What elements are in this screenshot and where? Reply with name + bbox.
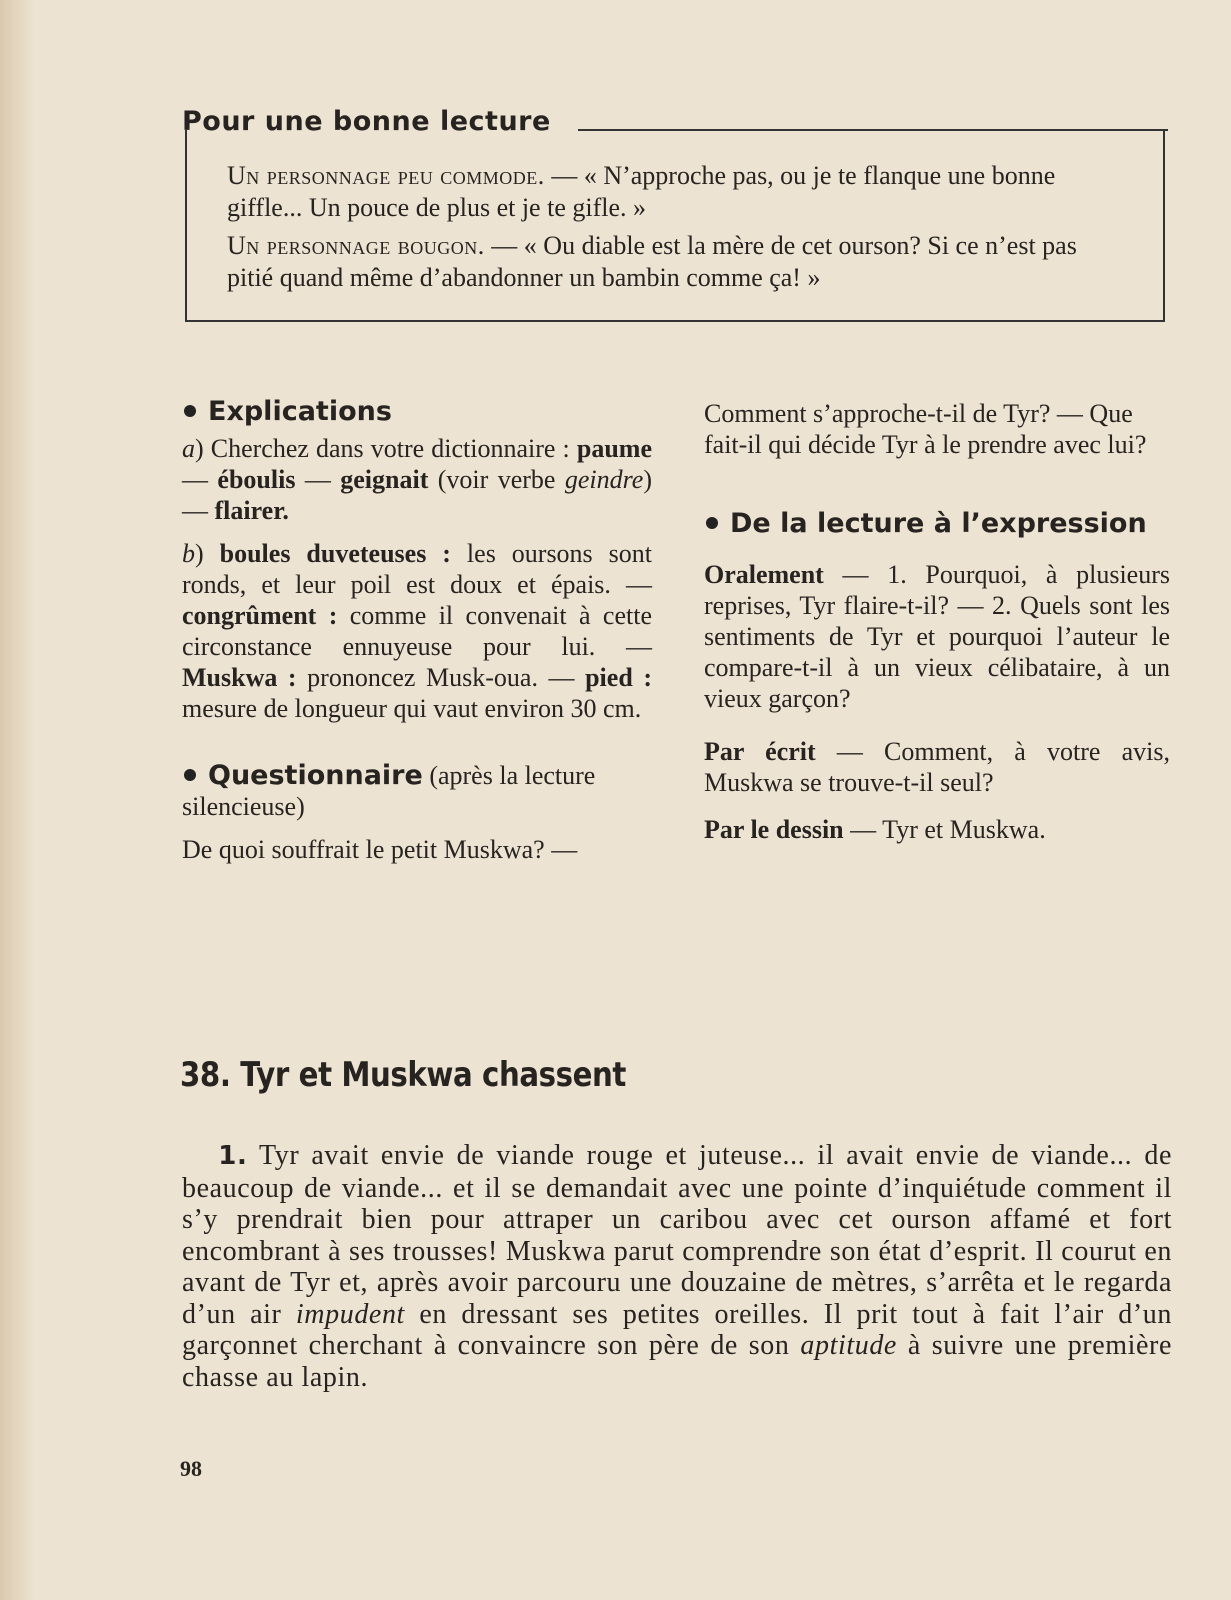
story-paragraph [182,1140,1172,1393]
explications-heading-text: Explications [208,396,392,427]
question-1: De quoi souffrait le petit Muskwa? — [182,835,578,864]
bullet-icon [184,405,196,417]
word-aptitude: aptitude [800,1330,897,1361]
par-ecrit-label: Par écrit [704,737,816,766]
left-column [182,396,652,865]
word-eboulis: éboulis [217,465,296,494]
box-title: Pour une bonne lecture [182,106,551,137]
a-intro: ) Cherchez dans votre dictionnaire : [195,434,570,463]
oralement-text: — 1. Pourquoi, à plusieurs reprises, Tyr flaire-t-il? — 2. Quels sont les sentiments de Tyr et pourquoi l’auteur le compare-t-il à un vieux célibataire, à un vieux garçon? [704,560,1170,713]
explications-a: a) Cherchez dans votre dictionnaire : paume — éboulis — geignait (voir verbe geindre) — flairer. [182,434,653,525]
questionnaire-heading-line [182,760,652,822]
explications-b: b) boules duveteuses : les oursons sont ronds, et leur poil est doux et épais. — congrûment : comme il convenait à cette circonstance ennuyeuse pour lui. — Muskwa : prononcez Musk-oua. — pied : mesure de longueur qui vaut environ 30 cm. [182,539,653,723]
tip-commode-label: Un personnage peu commode. [227,161,545,190]
expression-heading-text: De la lecture à l’expression [730,508,1147,539]
questionnaire-note: (après la lecture silencieuse) [182,761,596,821]
bullet-icon [184,769,196,781]
tip-bougon-label: Un personnage bougon. [227,231,485,260]
oralement-label: Oralement [704,560,824,589]
par-le-dessin-text: — Tyr et Muskwa. [843,815,1046,844]
oralement [704,559,1170,714]
a-close: ) — [182,465,652,525]
questionnaire-heading [182,760,423,791]
b-t4: mesure de longueur qui vaut environ 30 cm. [182,694,642,723]
word-flairer: flairer. [214,496,289,525]
word-congrument: congrûment : [182,601,338,630]
label-a: a [182,434,195,463]
tip-commode [227,160,1127,224]
par-le-dessin-label: Par le dessin [704,815,844,844]
right-column [704,398,1170,845]
explications-heading [182,396,652,427]
b-t3: prononcez Musk-oua. — [296,663,586,692]
par-ecrit-text: — Comment, à votre avis, Muskwa se trouve-t-il seul? [704,737,1170,797]
label-b: b [182,539,195,568]
expression-heading [704,508,1170,539]
question-continued: Comment s’approche-t-il de Tyr? — Que fait-il qui décide Tyr à le prendre avec lui? [704,399,1147,459]
par-le-dessin [704,814,1170,845]
word-muskwa: Muskwa : [182,663,297,692]
tip-bougon-text: — « Ou diable est la mère de cet ourson? Si ce n’est pas pitié quand même d’abandonner un bambin comme ça! » [227,231,1077,292]
page-number: 98 [180,1456,202,1481]
story-p3: à suivre une première chasse au lapin. [182,1330,1172,1393]
questionnaire-heading-text: Questionnaire [208,760,423,791]
word-impudent: impudent [295,1298,405,1330]
b-t2: comme il convenait à cette circonstance ennuyeuse pour lui. — [182,601,652,661]
story-p1: Tyr avait envie de viande rouge et juteuse... il avait envie de viande... de beaucoup de viande... et il se demandait avec une pointe d’inquiétude comment il s’y prendrait bien pour attraper un caribou avec cet ourson affamé et fort encombrant à ses trousses! Muskwa parut comprendre son état d’esprit. Il courut en avant de Tyr et, après avoir parcouru une douzaine de mètres, s’arrêta et le regarda d’un air [182,1140,1172,1330]
par-ecrit [704,736,1170,798]
b-t1: les oursons sont ronds, et leur poil est doux et épais. — [182,539,652,599]
bullet-icon [706,517,718,529]
word-geindre: geindre [564,465,644,494]
a-voir: (voir verbe [428,465,565,494]
tip-bougon [227,230,1127,294]
word-paume: paume [576,434,653,463]
word-pied: pied : [585,663,653,692]
chapter-title: 38. Tyr et Muskwa chassent [180,1055,626,1095]
word-boules: boules duveteuses : [219,539,451,568]
paragraph-number: 1. [218,1141,248,1171]
reading-tips-box [185,130,1165,322]
story-p2: en dressant ses petites oreilles. Il prit tout à fait l’air d’un garçonnet cherchant à convaincre son père de son [182,1298,1172,1361]
page-edge-shadow [0,0,36,1600]
tip-commode-text: — « N’approche pas, ou je te flanque une bonne giffle... Un pouce de plus et je te gifle. » [227,161,1056,222]
word-geignait: geignait [340,465,429,494]
